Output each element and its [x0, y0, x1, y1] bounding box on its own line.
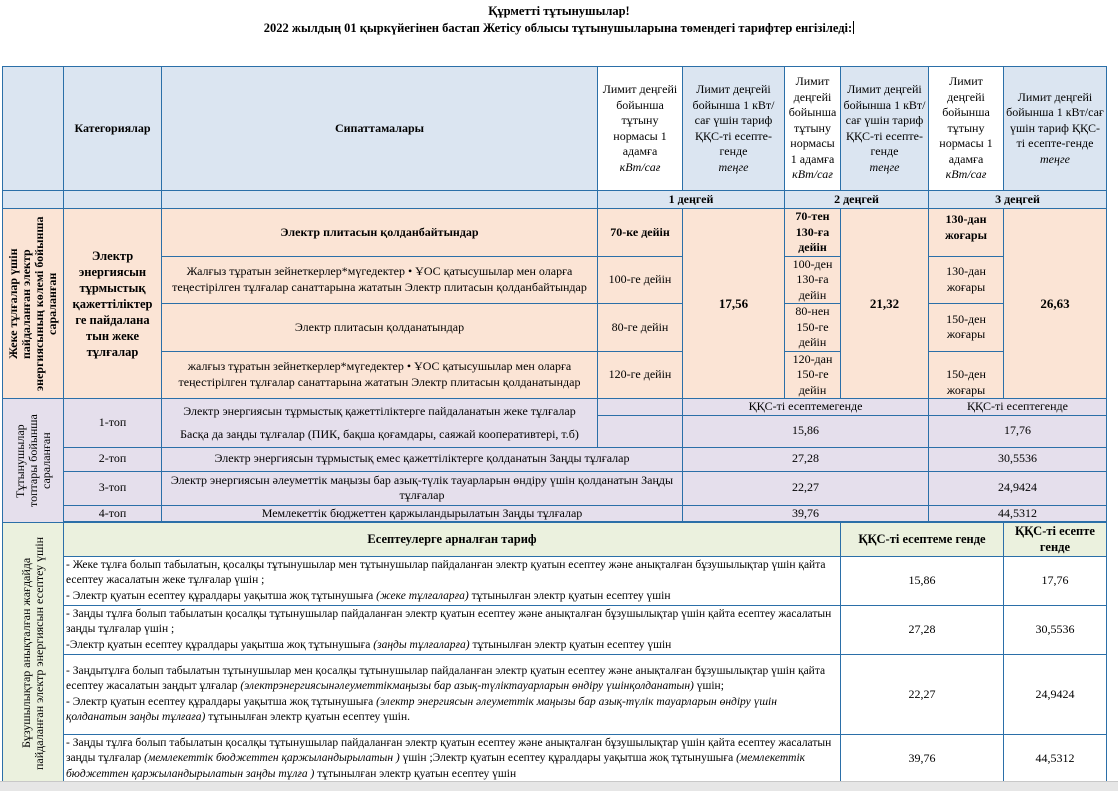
- level2-limit: 100-ден 130-ға дейін: [785, 256, 841, 304]
- metering-no-vat: 22,27: [841, 655, 1004, 735]
- individuals-desc: Электр плитасын қолданбайтындар: [162, 209, 598, 257]
- level3-limit: 150-ден жоғары: [929, 351, 1004, 399]
- metering-text: - Электр қуатын есептеу құралдары уақытша жоқ тұтынушыға: [66, 695, 377, 708]
- metering-vat: 24,9424: [1004, 655, 1107, 735]
- metering-text-italic: (мемлекеттік бюджеттен қаржыландырылатын ): [144, 752, 400, 765]
- col-header-tariff-3: [1004, 67, 1107, 191]
- tariff-label: Лимит деңгейі бойынша 1 кВт/сағ үшін тариф ҚҚС-ті есепте-генде: [692, 82, 775, 158]
- level1-limit: 70-ке дейін: [598, 209, 683, 257]
- metering-text: - Электр қуатын есептеу құралдары уақытша жоқ тұтынушыға: [66, 589, 377, 602]
- metering-vat: 17,76: [1004, 557, 1107, 606]
- metering-vat-header: ҚҚС-ті есепте генде: [1004, 523, 1107, 557]
- group-vat: 24,9424: [929, 471, 1107, 505]
- col-header-limit-2: [785, 67, 841, 191]
- col-header-limit-1: [598, 67, 683, 191]
- metering-vat: 30,5536: [1004, 606, 1107, 655]
- level2-limit: 120-дан 150-ге дейін: [785, 351, 841, 399]
- group-blank: [598, 399, 683, 416]
- level1-limit: 100-ге дейін: [598, 256, 683, 304]
- group-no-vat: 22,27: [683, 471, 929, 505]
- col-header-tariff-2: [841, 67, 929, 191]
- metering-no-vat-header: ҚҚС-ті есептеме генде: [841, 523, 1004, 557]
- group-vat: 30,5536: [929, 447, 1107, 471]
- notice-title: Құрметті тұтынушылар!: [488, 4, 630, 18]
- groups-no-vat-header: ҚҚС-ті есептемегенде: [683, 399, 929, 416]
- metering-text: тұтынылған электр қуатын есептеу үшін: [314, 767, 517, 780]
- metering-text-italic: (заңды тұлғаларға): [373, 638, 470, 651]
- unit-label: кВт/сағ: [619, 159, 661, 174]
- level-spacer: [64, 191, 162, 209]
- metering-no-vat: 39,76: [841, 735, 1004, 784]
- col-header-tariff-1: [683, 67, 785, 191]
- tariff-label: Лимит деңгейі бойынша 1 кВт/сағ үшін тариф ҚҚС-ті есепте-генде: [843, 82, 926, 158]
- tariff-level-2: 21,32: [841, 209, 929, 399]
- group-no-vat: 27,28: [683, 447, 929, 471]
- col-header-descriptions: Сипаттамалары: [162, 67, 598, 191]
- limit-label: Лимит деңгейі бойынша тұтыну нормасы 1 адамға: [788, 74, 837, 166]
- metering-text-italic: (электр энергиясын әлеуметтік маңызы бар азық-түлік тауарларын өндіру үшін қолданатын заңды тұлғаға): [66, 695, 777, 723]
- group-name: 2-топ: [64, 447, 162, 471]
- tariff-level-1: 17,56: [683, 209, 785, 399]
- metering-text: үшін ;Электр қуатын есептеу құралдары уақытша жоқ тұтынушыға: [399, 752, 737, 765]
- unit-label: кВт/сағ: [945, 167, 987, 182]
- level1-limit: 120-ге дейін: [598, 351, 683, 399]
- metering-text: тұтынылған электр қуатын есептеу үшін.: [205, 711, 410, 723]
- metering-text: тұтынылған электр қуатын есептеу үшін: [469, 638, 672, 651]
- level-2-header: 2 деңгей: [785, 191, 929, 209]
- level-spacer: [3, 191, 64, 209]
- groups-side-label: Тұтынушылар топтары бойынша сараланған: [3, 399, 64, 523]
- tariff-label: Лимит деңгейі бойынша 1 кВт/сағ үшін тариф ҚҚС-ті есепте-генде: [1006, 89, 1104, 151]
- metering-text: тұтынылған электр қуатын есептеу үшін: [468, 589, 671, 602]
- notice-subtitle-text: 2022 жылдың 01 қыркүйегінен бастап Жетісу облысы тұтынушыларына төмендегі тарифтер енгізіледі:: [263, 21, 853, 35]
- level2-limit: 70-тен 130-ға дейін: [785, 209, 841, 257]
- group-name: 4-топ: [64, 505, 162, 522]
- group-desc: Электр энергиясын әлеуметтік маңызы бар азық-түлік тауарларын өндіру үшін қолданатын Заңды тұлғалар: [162, 471, 683, 505]
- metering-text-italic: (жеке тұлғаларға): [376, 589, 469, 602]
- metering-text: - Заңдытұлға болып табылатын тұтынушылар мен қосалқы тұтынушылар пайдаланған электр қуатын есептеу және анықталған бұзушылықтар үшін қайта есептеу жасалатын заңдыт ұлғалар: [66, 664, 826, 692]
- level-spacer: [162, 191, 598, 209]
- level-3-header: 3 деңгей: [929, 191, 1107, 209]
- group-no-vat: 15,86: [683, 415, 929, 447]
- limit-label: Лимит деңгейі бойынша тұтыну нормасы 1 адамға: [939, 74, 993, 166]
- individuals-desc: Жалғыз тұратын зейнеткерлер*мүгедектер • ҰОС қатысушылар мен оларға теңестірілген тұлғалар санаттарына жататын Электр плитасын қолданбайтындар: [162, 256, 598, 304]
- group-vat: 44,5312: [929, 505, 1107, 522]
- unit-label: кВт/сағ: [792, 167, 833, 182]
- level3-limit: 150-ден жоғары: [929, 304, 1004, 352]
- currency-label: теңге: [718, 159, 749, 174]
- metering-vat: 44,5312: [1004, 735, 1107, 784]
- metering-text-italic: (электрэнергиясынәлеуметтікмаңызы бар азық-түліктауарларын өндіру үшінқолданатын): [240, 680, 694, 692]
- text-cursor: [853, 21, 854, 34]
- individuals-desc: Электр плитасын қолданатындар: [162, 304, 598, 352]
- group-no-vat: 39,76: [683, 505, 929, 522]
- group-desc-line: Электр энергиясын тұрмыстық қажеттіліктерге пайдаланатын жеке тұлғалар: [183, 403, 576, 418]
- group-desc: Электр энергиясын тұрмыстық емес қажеттіліктерге қолданатын Заңды тұлғалар: [162, 447, 683, 471]
- individuals-side-label: Жеке тұлғалар үшін пайдаланған электр энергиясының көлемі бойынша сараланған: [3, 209, 64, 399]
- metering-text-italic: (мемлекеттік бюджеттен қаржыландырылатын заңды тұлға ): [66, 752, 806, 780]
- metering-desc: [64, 735, 841, 784]
- metering-no-vat: 15,86: [841, 557, 1004, 606]
- group-vat: 17,76: [929, 415, 1107, 447]
- corner-cell: [3, 67, 64, 191]
- metering-desc: [64, 557, 841, 606]
- metering-text: - Жеке тұлға болып табылатын, қосалқы тұтынушылар мен тұтынушылар пайдаланған электр қуатын есептеу және анықталған бұзушылықтар үшін қайта есептеу жасалатын жеке тұлғалар үшін ;: [66, 558, 826, 587]
- currency-label: теңге: [1040, 151, 1070, 166]
- group-desc: Мемлекеттік бюджеттен қаржыландырылатын Заңды тұлғалар: [162, 505, 683, 522]
- group-desc-line: Басқа да заңды тұлғалар (ПИК, бақша қоғамдары, саяжай кооперативтері, т.б): [180, 426, 579, 441]
- level-1-header: 1 деңгей: [598, 191, 785, 209]
- col-header-categories: Категориялар: [64, 67, 162, 191]
- metering-text: үшін;: [693, 680, 724, 692]
- group-name: 3-топ: [64, 471, 162, 505]
- level3-limit: 130-дан жоғары: [929, 256, 1004, 304]
- limit-label: Лимит деңгейі бойынша тұтыну нормасы 1 адамға: [602, 82, 678, 158]
- notice-subtitle: [0, 21, 1118, 36]
- level1-limit: 80-ге дейін: [598, 304, 683, 352]
- tariff-level-3: 26,63: [1004, 209, 1107, 399]
- individuals-desc: жалғыз тұратын зейнеткерлер*мүгедектер • ҰОС қатысушылар мен оларға теңестірілген тұлғалар санаттарына жататын Электр плитасын қолданатындар: [162, 351, 598, 399]
- metering-side-label: Бұзушылықтар анықталған жағдайда пайдаланған электр энергиясын есептеу үшін: [3, 523, 64, 784]
- level3-limit: 130-дан жоғары: [929, 209, 1004, 257]
- group-desc: [162, 399, 598, 448]
- group-name: 1-топ: [64, 399, 162, 448]
- metering-desc: [64, 655, 841, 735]
- metering-text: - Заңды тұлға болып табылатын қосалқы тұтынушылар пайдаланған электр қуатын есептеу және анықталған бұзушылықтар үшін қайта есептеу жасалатын заңды тұлғалар: [66, 736, 832, 765]
- metering-text: -Электр қуатын есептеу құралдары уақытша жоқ тұтынушыға: [66, 638, 374, 651]
- metering-title: Есептеулерге арналған тариф: [64, 523, 841, 557]
- group-blank: [598, 415, 683, 447]
- individuals-category: Электр энергиясын тұрмыстық қажеттіліктер ге пайдалана тын жеке тұлғалар: [64, 209, 162, 399]
- currency-label: теңге: [869, 159, 900, 174]
- groups-vat-header: ҚҚС-ті есептегенде: [929, 399, 1107, 416]
- tariff-table: [2, 66, 1107, 784]
- metering-text: - Заңды тұлға болып табылатын қосалқы тұтынушылар пайдаланған электр қуатын есептеу және анықталған бұзушылықтар үшін қайта есептеу жасалатын заңды тұлғалар үшін ;: [66, 607, 832, 636]
- level2-limit: 80-нен 150-ге дейін: [785, 304, 841, 352]
- metering-no-vat: 27,28: [841, 606, 1004, 655]
- col-header-limit-3: [929, 67, 1004, 191]
- metering-desc: [64, 606, 841, 655]
